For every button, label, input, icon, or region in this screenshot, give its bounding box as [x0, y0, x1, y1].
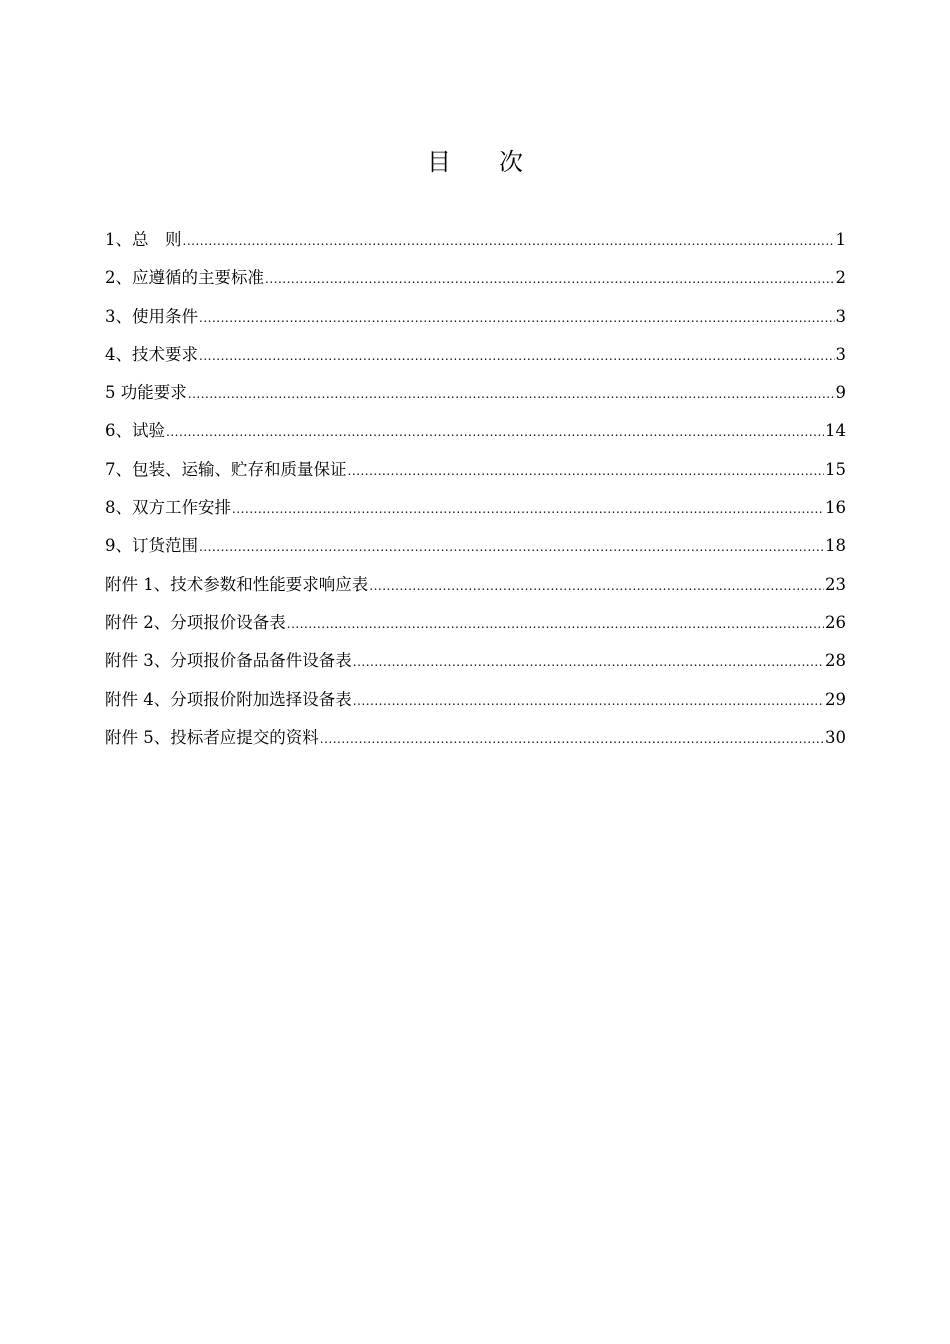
- toc-entry-label: 附件 2、分项报价设备表: [105, 612, 286, 632]
- toc-entry-function[interactable]: [105, 381, 846, 419]
- toc-dot-leader: [287, 612, 824, 636]
- toc-dot-leader: [199, 306, 835, 330]
- toc-entry-label: 附件 1、技术参数和性能要求响应表: [105, 574, 369, 594]
- toc-entry-page: 3: [835, 344, 846, 364]
- toc-entry-page: 18: [825, 536, 846, 556]
- toc-entry-label: 4、技术要求: [105, 344, 198, 364]
- toc-entry-annex-1[interactable]: [105, 573, 846, 611]
- toc-entry-page: 9: [835, 383, 846, 403]
- toc-entry-annex-5[interactable]: [105, 726, 846, 764]
- toc-entry-label: 7、包装、运输、贮存和质量保证: [105, 459, 347, 479]
- toc-entry-page: 1: [835, 230, 846, 249]
- toc-entry-page: 23: [825, 574, 846, 594]
- toc-entry-annex-4[interactable]: [105, 688, 846, 726]
- toc-entry-page: 26: [825, 612, 846, 632]
- toc-entry-label: 3、使用条件: [105, 306, 198, 326]
- toc-entry-page: 2: [835, 268, 846, 288]
- toc-entry-standards[interactable]: [105, 266, 846, 304]
- toc-dot-leader: [320, 727, 824, 751]
- toc-entry-page: 30: [825, 727, 846, 747]
- toc-title: 目 次: [427, 148, 523, 176]
- toc-dot-leader: [188, 382, 835, 406]
- toc-dot-leader: [166, 420, 824, 444]
- toc-entry-arrangement[interactable]: [105, 496, 846, 534]
- toc-entry-page: 15: [825, 459, 846, 479]
- toc-entry-label: 1、总 则: [105, 230, 182, 249]
- toc-entry-packaging[interactable]: [105, 458, 846, 496]
- toc-entry-label: 附件 4、分项报价附加选择设备表: [105, 689, 352, 709]
- toc-entry-page: 14: [825, 421, 846, 441]
- toc-entry-page: 3: [835, 306, 846, 326]
- toc-entry-scope[interactable]: [105, 534, 846, 572]
- toc-dot-leader: [265, 267, 835, 291]
- toc-dot-leader: [369, 574, 824, 598]
- toc-entry-annex-2[interactable]: [105, 611, 846, 649]
- toc-dot-leader: [199, 535, 824, 559]
- toc-dot-leader: [232, 497, 824, 521]
- toc-entry-label: 附件 3、分项报价备品备件设备表: [105, 651, 352, 671]
- toc-dot-leader: [353, 650, 824, 674]
- toc-entry-page: 28: [825, 651, 846, 671]
- toc-entry-page: 29: [825, 689, 846, 709]
- table-of-contents: [105, 228, 846, 764]
- toc-dot-leader: [199, 344, 835, 368]
- toc-entry-label: 6、试验: [105, 421, 165, 441]
- toc-entry-label: 2、应遵循的主要标准: [105, 268, 264, 288]
- toc-dot-leader: [353, 689, 824, 713]
- toc-entry-label: 9、订货范围: [105, 536, 198, 556]
- toc-dot-leader: [348, 459, 825, 483]
- toc-entry-label: 附件 5、投标者应提交的资料: [105, 727, 319, 747]
- toc-entry-test[interactable]: [105, 419, 846, 457]
- toc-entry-page: 16: [825, 498, 846, 518]
- toc-entry-technical[interactable]: [105, 343, 846, 381]
- toc-entry-label: 5 功能要求: [105, 383, 187, 403]
- toc-entry-general[interactable]: [105, 228, 846, 266]
- toc-dot-leader: [183, 229, 835, 253]
- toc-entry-conditions[interactable]: [105, 305, 846, 343]
- toc-entry-label: 8、双方工作安排: [105, 498, 231, 518]
- toc-entry-annex-3[interactable]: [105, 649, 846, 687]
